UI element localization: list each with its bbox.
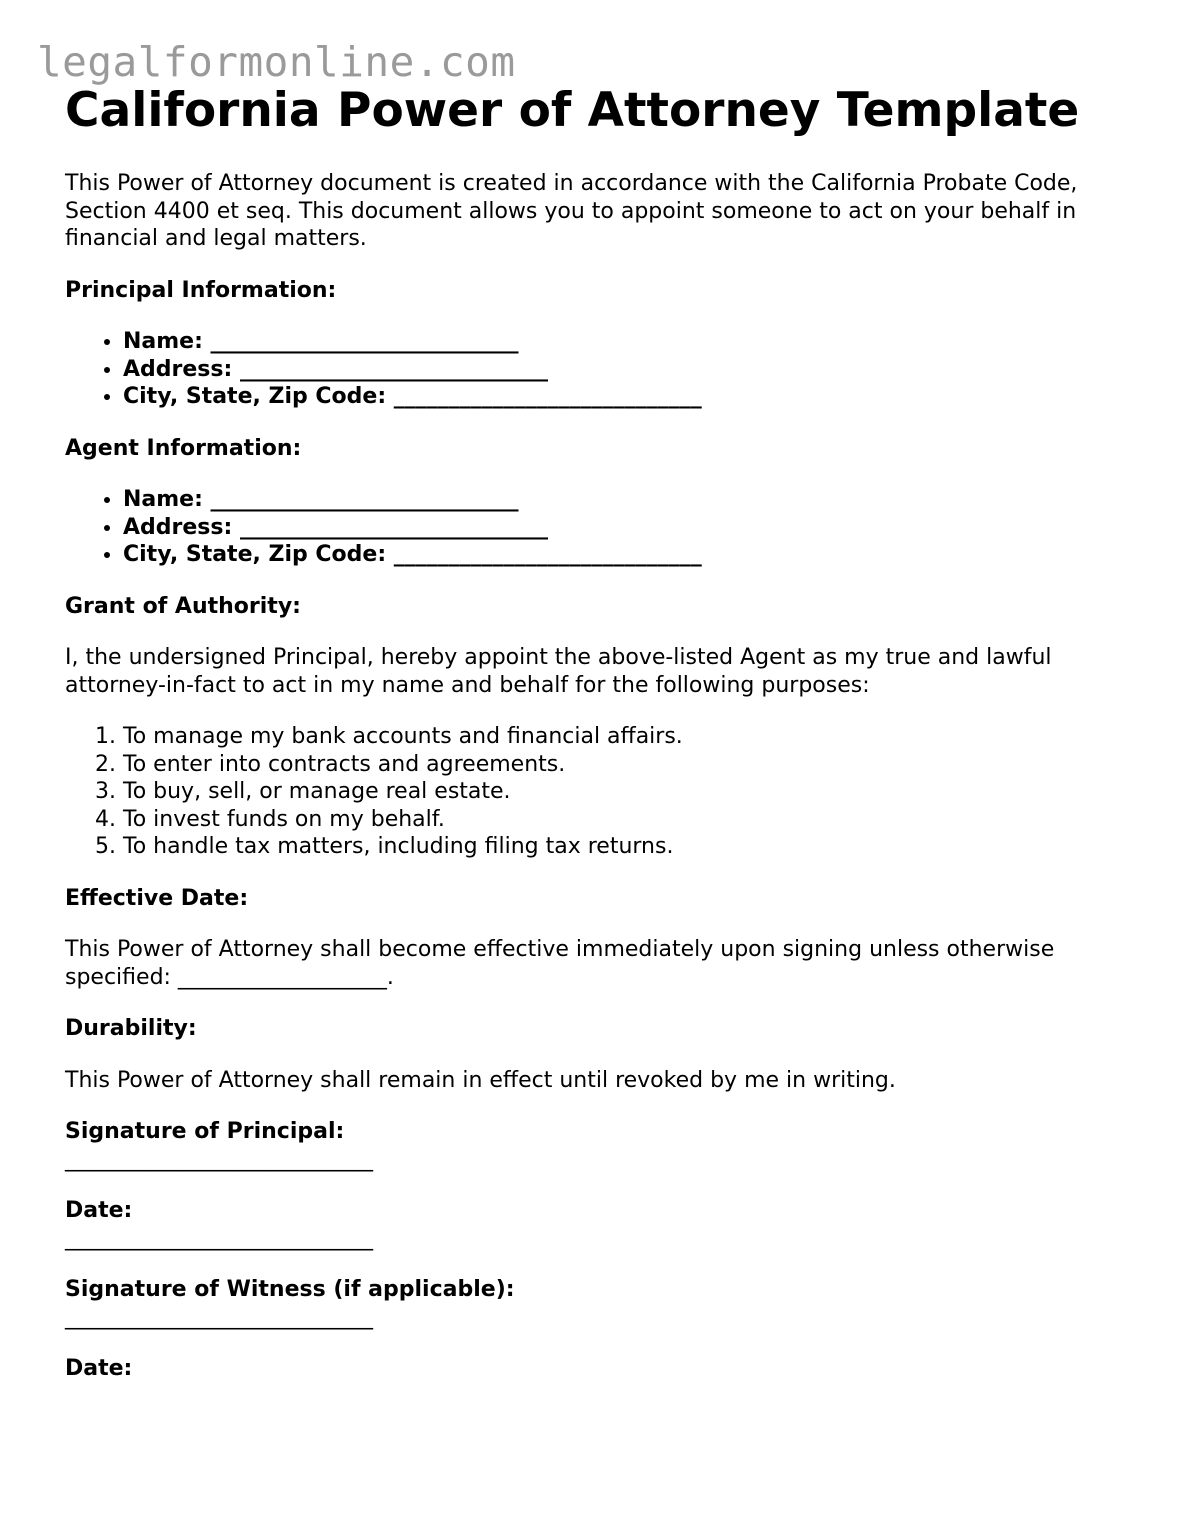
intro-paragraph: This Power of Attorney document is created in accordance with the California Probate Code, Section 4400 et seq. This document allows you to appoint someone to act on your behalf in financial and legal matters. <box>65 171 1078 251</box>
document-title: California Power of Attorney Template <box>65 83 1080 138</box>
purpose-item: 5. To handle tax matters, including filing tax returns. <box>123 833 1125 861</box>
date-line-1: ____________________________ <box>65 1225 373 1251</box>
date-heading-1: Date: <box>65 1198 133 1223</box>
witness-signature-heading: Signature of Witness (if applicable): <box>65 1277 515 1302</box>
principal-signature-line: ____________________________ <box>65 1146 373 1172</box>
durability-paragraph: This Power of Attorney shall remain in effect until revoked by me in writing. <box>65 1067 896 1093</box>
watermark: legalformonline.com <box>37 38 516 86</box>
purpose-item: 4. To invest funds on my behalf. <box>123 806 1125 834</box>
purpose-item: 3. To buy, sell, or manage real estate. <box>123 778 1125 806</box>
principal-name-field: • Name: ____________________________ <box>123 328 1125 356</box>
durability-heading: Durability: <box>65 1016 197 1041</box>
date-heading-2: Date: <box>65 1356 133 1381</box>
purpose-item: 2. To enter into contracts and agreements. <box>123 751 1125 779</box>
purpose-item: 1. To manage my bank accounts and financial affairs. <box>123 723 1125 751</box>
purposes-list <box>65 723 1125 861</box>
principal-signature-heading: Signature of Principal: <box>65 1119 345 1144</box>
agent-address-field: • Address: ____________________________ <box>123 514 1125 542</box>
agent-heading: Agent Information: <box>65 435 302 461</box>
agent-fields-list <box>65 486 1125 569</box>
principal-address-field: • Address: ____________________________ <box>123 356 1125 384</box>
effective-date-paragraph: This Power of Attorney shall become effective immediately upon signing unless otherwise specified: ___________________. <box>65 937 1055 990</box>
agent-city-state-zip-field: • City, State, Zip Code: ____________________________ <box>123 541 1125 569</box>
effective-date-heading: Effective Date: <box>65 885 249 911</box>
principal-fields-list <box>65 328 1125 411</box>
agent-name-field: • Name: ____________________________ <box>123 486 1125 514</box>
grant-heading: Grant of Authority: <box>65 593 301 619</box>
principal-city-state-zip-field: • City, State, Zip Code: ____________________________ <box>123 383 1125 411</box>
document-page <box>65 82 1125 1383</box>
witness-signature-line: ____________________________ <box>65 1304 373 1330</box>
grant-paragraph: I, the undersigned Principal, hereby appoint the above-listed Agent as my true and lawful attorney-in-fact to act in my name and behalf for the following purposes: <box>65 645 1052 698</box>
principal-heading: Principal Information: <box>65 277 337 303</box>
